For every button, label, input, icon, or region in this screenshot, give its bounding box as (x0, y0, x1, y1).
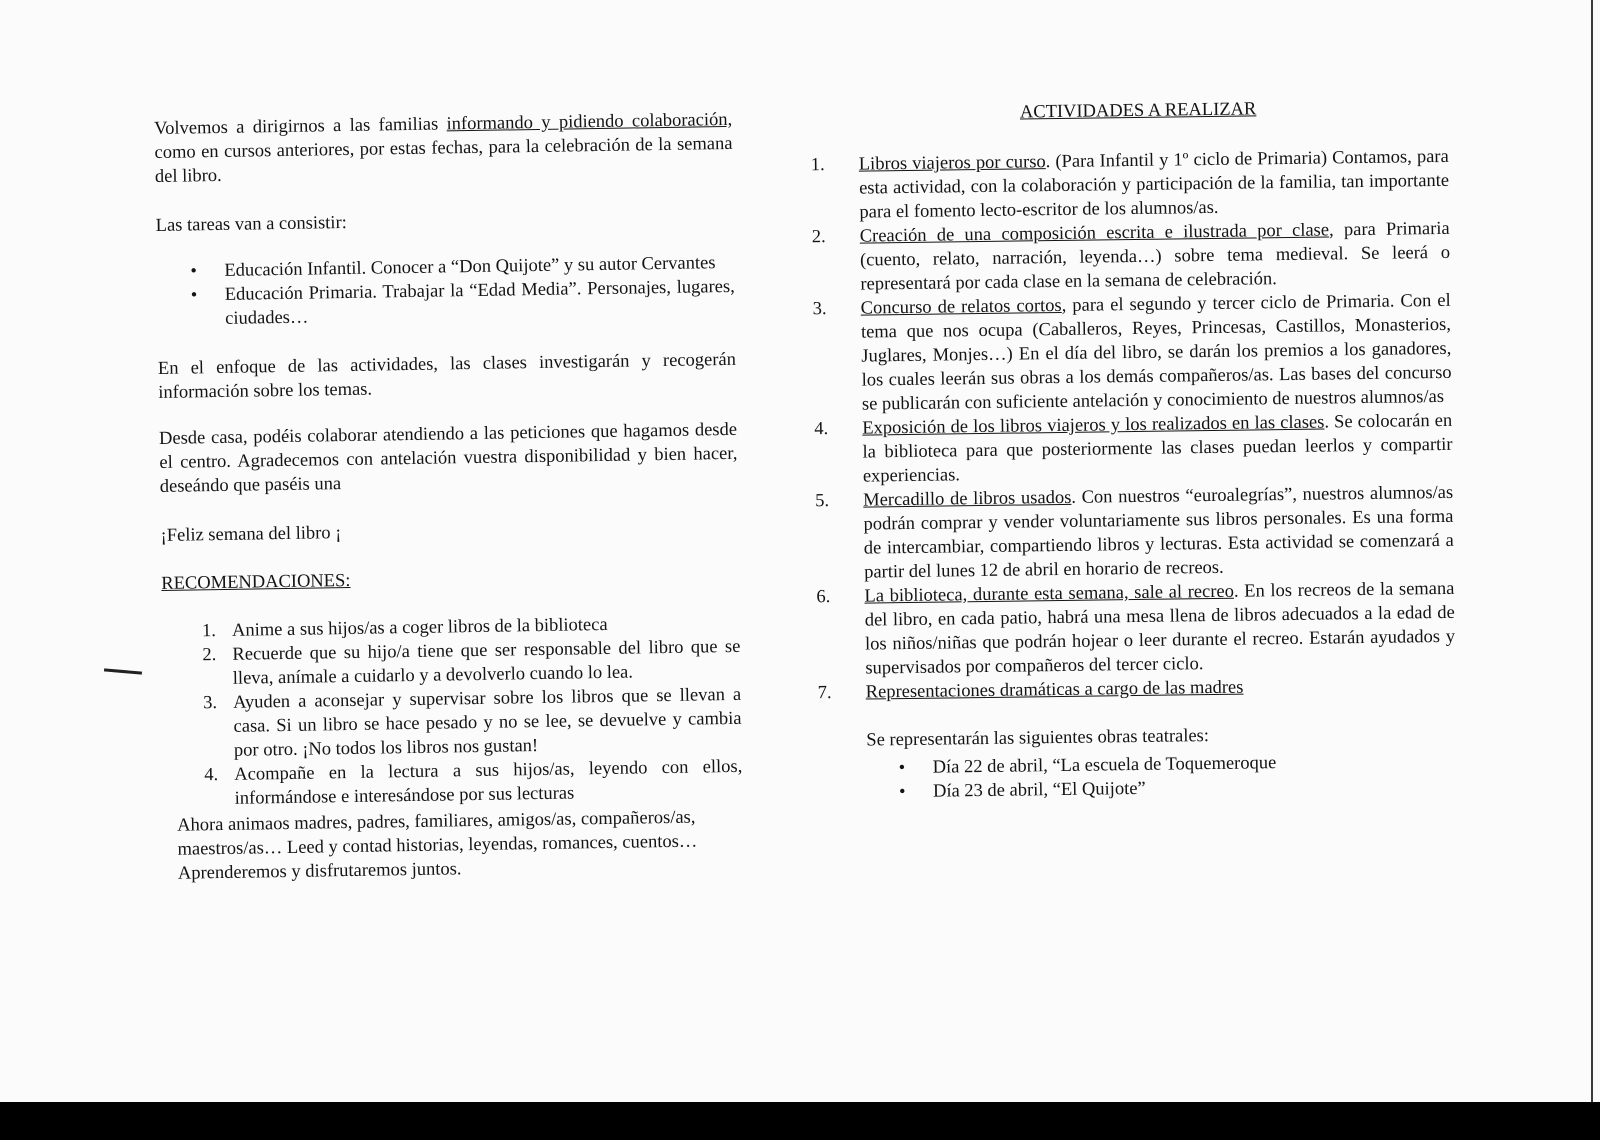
item-number: 4. (814, 419, 829, 440)
recommendation-item (204, 755, 743, 811)
item-number: 2. (202, 645, 217, 666)
activity-item (814, 409, 1453, 489)
recommendation-text: Ayuden a aconsejar y supervisar sobre los libros que se llevan a casa. Si un libro se hace pesado y no se lee, se devuelve y cambia por otro. ¡No todos los libros nos gustan! (233, 684, 742, 761)
activity-item (812, 289, 1453, 417)
scan-bottom-border (0, 1102, 1600, 1140)
margin-pen-mark (104, 668, 142, 674)
closing-paragraph: Ahora animaos madres, padres, familiares, amigos/as, compañeros/as, maestros/as… Leed y contad historias, leyendas, romances, cuentos… Aprenderemos y disfrutaremos juntos. (176, 807, 698, 884)
item-number: 3. (203, 693, 218, 714)
item-number: 6. (816, 587, 831, 608)
activities-list (810, 145, 1456, 705)
bullet-icon: • (898, 758, 906, 779)
item-number: 5. (815, 491, 830, 512)
play-text: Día 22 de abril, “La escuela de Toquemeroque (932, 753, 1277, 778)
intro-text-start: Volvemos a dirigirnos a las familias (154, 114, 447, 139)
activity-title: Exposición de los libros viajeros y los realizados en las clases (862, 412, 1325, 439)
bullet-icon: • (190, 285, 198, 306)
activity-title: Creación de una composición escrita e ilustrada por clase (859, 220, 1330, 247)
recommendations-list (162, 611, 743, 812)
recommendation-item (203, 683, 742, 763)
activity-title: La biblioteca, durante esta semana, sale al recreo (864, 581, 1235, 607)
recommendation-text: Anime a sus hijos/as a coger libros de la biblioteca (231, 614, 608, 641)
item-number: 2. (811, 227, 826, 248)
activity-text: , para el segundo y tercer ciclo de Primaria. Con el tema que nos ocupa (Caballeros, Reyes, Princesas, Castillos, Monasterios, Juglares, Monjes…) En el día del libro, se darán los premios a los ganadores, los cuales leerán sus obras a los demás compañeros/as. Las bases del concurso se publicarán con suficiente antelación y conocimiento de nuestros alumnos/as (860, 290, 1452, 415)
intro-underlined-text: informando y pidiendo colaboración, (446, 109, 733, 135)
focus-paragraph: En el enfoque de las actividades, las clases investigarán y recogerán información sobre los temas. (157, 349, 737, 403)
activity-title: Representaciones dramáticas a cargo de las madres (865, 677, 1244, 703)
tasks-intro: Las tareas van a consistir: (155, 212, 347, 236)
home-paragraph: Desde casa, podéis colaborar atendiendo a las peticiones que hagamos desde el centro. Agradecemos con antelación vuestra disponibilidad y bien hacer, deseándo que paséis una (158, 419, 738, 497)
bullet-icon: • (190, 261, 198, 282)
activity-item (811, 217, 1451, 297)
recommendation-item (202, 635, 741, 691)
activity-text: . En los recreos de la semana del libro, en cada patio, habrá una mesa llena de libros adecuados a la edad de los niños/niñas que podrán hojear o leer durante el recreo. Estarán ayudados y supervisados por compañeros del tercer ciclo. (864, 578, 1456, 679)
activity-text: . Se colocarán en la biblioteca para que posteriormente las clases puedan leerlos y compartir experiencias. (862, 410, 1453, 487)
intro-text-end: como en cursos anteriores, por estas fechas, para la celebración de la semana del libro. (154, 133, 733, 187)
activity-item (815, 481, 1454, 585)
activity-title: Libros viajeros por curso (858, 152, 1046, 175)
task-item-primaria (191, 275, 736, 332)
recommendation-text: Acompañe en la lectura a sus hijos/as, leyendo con ellos, informándose e interesándose por sus lecturas (234, 756, 743, 809)
task-text: Educación Infantil. Conocer a “Don Quijote” y su autor Cervantes (224, 253, 716, 281)
recommendation-text: Recuerde que su hijo/a tiene que ser responsable del libro que se lleva, anímale a cuidarlo y a devolverlo cuando lo lea. (232, 636, 741, 689)
activity-text: . (Para Infantil y 1º ciclo de Primaria) Contamos, para esta actividad, con la colaboración y participación de la familia, tan importante para el fomento lecto-escritor de los alumnos/as. (858, 146, 1450, 223)
item-number: 1. (201, 621, 217, 642)
plays-intro: Se representarán las siguientes obras teatrales: (866, 726, 1210, 751)
activity-title: Mercadillo de libros usados (863, 487, 1072, 511)
scan-edge-line (1591, 0, 1593, 1102)
left-column (154, 108, 744, 886)
activity-title: Concurso de relatos cortos (860, 295, 1062, 319)
right-column (810, 95, 1457, 805)
activity-item (810, 145, 1450, 225)
task-text: Educación Primaria. Trabajar la “Edad Media”. Personajes, lugares, ciudades… (224, 276, 735, 329)
item-number: 3. (812, 299, 827, 320)
item-number: 4. (204, 765, 219, 786)
intro-paragraph (154, 108, 733, 189)
bullet-icon: • (898, 782, 906, 803)
activity-text: . Con nuestros “euroalegrías”, nuestros alumnos/as podrán comprar y vender voluntariamente sus libros personales. Es una forma de intercambiar, compartiendo libros y lecturas. Esta actividad se comenzará a partir del lunes 12 de abril en horario de recreos. (863, 482, 1454, 583)
plays-list (837, 749, 1458, 805)
recommendations-heading: RECOMENDACIONES: (161, 570, 351, 594)
item-number: 1. (810, 155, 825, 176)
tasks-list (156, 251, 735, 332)
activity-item (816, 577, 1456, 681)
activity-text: , para Primaria (cuento, relato, narración, leyenda…) sobre tema medieval. Se leerá o representará por cada clase en la semana de celebración. (859, 218, 1451, 295)
play-text: Día 23 de abril, “El Quijote” (932, 778, 1146, 802)
greeting-line: ¡Feliz semana del libro ¡ (160, 523, 342, 546)
item-number: 7. (817, 683, 832, 704)
activities-heading: ACTIVIDADES A REALIZAR (1019, 99, 1257, 123)
